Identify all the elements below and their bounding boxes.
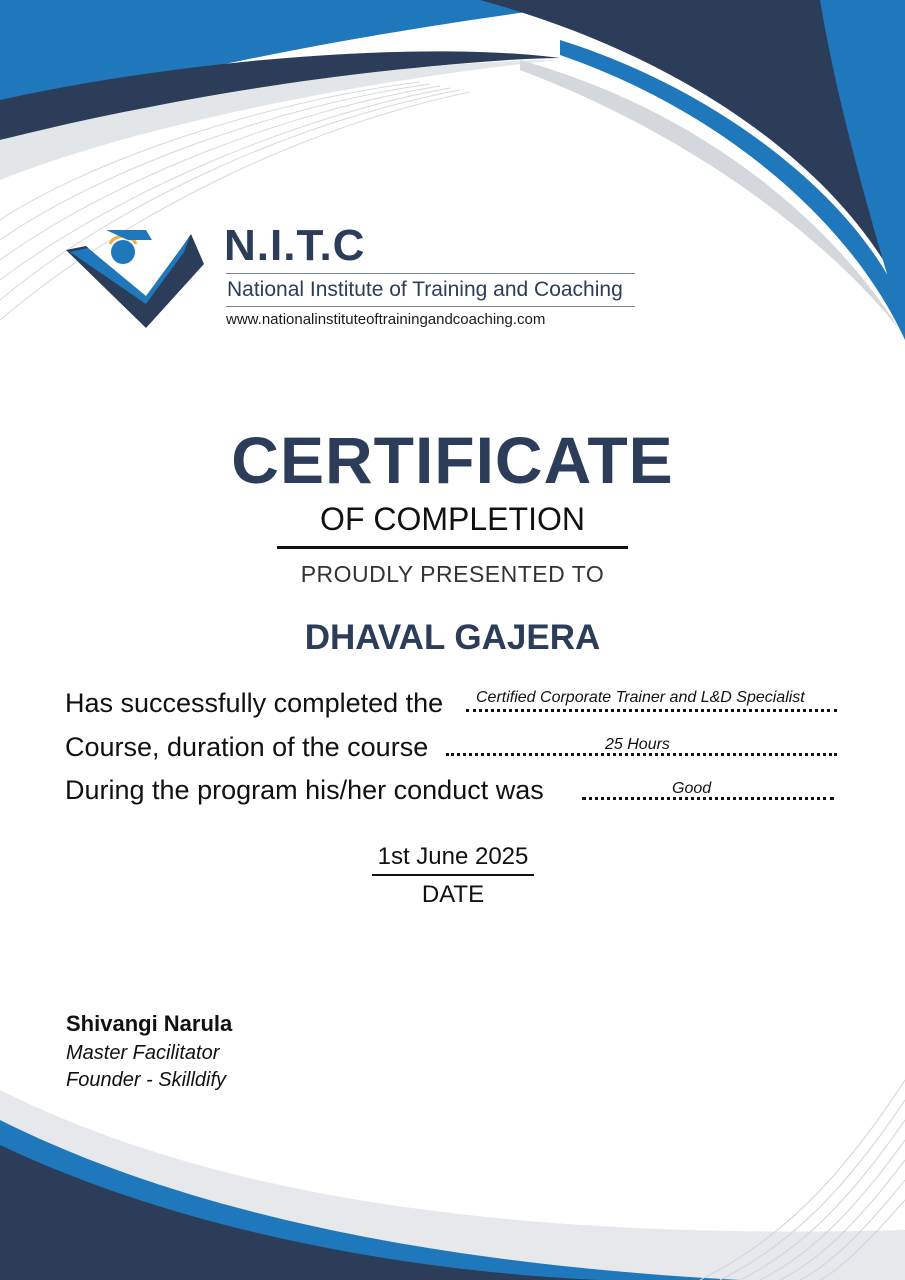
- duration-text: Course, duration of the course: [65, 732, 429, 762]
- date-value: 1st June 2025: [377, 843, 529, 870]
- logo-abbreviation: N.I.T.C: [224, 221, 366, 270]
- completion-line: [65, 686, 443, 720]
- duration-value: 25 Hours: [605, 736, 670, 753]
- logo-website: www.nationalinstituteoftrainingandcoaching.com: [226, 311, 546, 328]
- signatory-name: Shivangi Narula: [66, 1011, 233, 1036]
- date-divider: [372, 874, 534, 876]
- course-name-value: Certified Corporate Trainer and L&D Specialist: [476, 689, 805, 706]
- completion-dotted-line: [466, 709, 837, 712]
- nitc-logo-icon: [66, 226, 206, 330]
- conduct-text: During the program his/her conduct was: [65, 775, 544, 805]
- logo-divider-top: [226, 273, 635, 274]
- conduct-line: [65, 773, 544, 807]
- certificate-title: CERTIFICATE: [231, 423, 674, 497]
- date-label: DATE: [421, 881, 485, 908]
- signatory-organization: Founder - Skilldify: [66, 1069, 227, 1091]
- title-divider: [277, 546, 628, 549]
- recipient-name: DHAVAL GAJERA: [304, 618, 601, 657]
- certificate-subtitle: OF COMPLETION: [320, 501, 585, 537]
- presented-to-label: PROUDLY PRESENTED TO: [300, 561, 605, 587]
- completion-text: Has successfully completed the: [65, 688, 444, 718]
- signatory-role: Master Facilitator: [66, 1042, 220, 1064]
- duration-line: [65, 730, 428, 764]
- conduct-value: Good: [672, 780, 712, 797]
- logo-divider-bottom: [226, 306, 635, 307]
- logo-institute-name: National Institute of Training and Coaching: [227, 278, 623, 301]
